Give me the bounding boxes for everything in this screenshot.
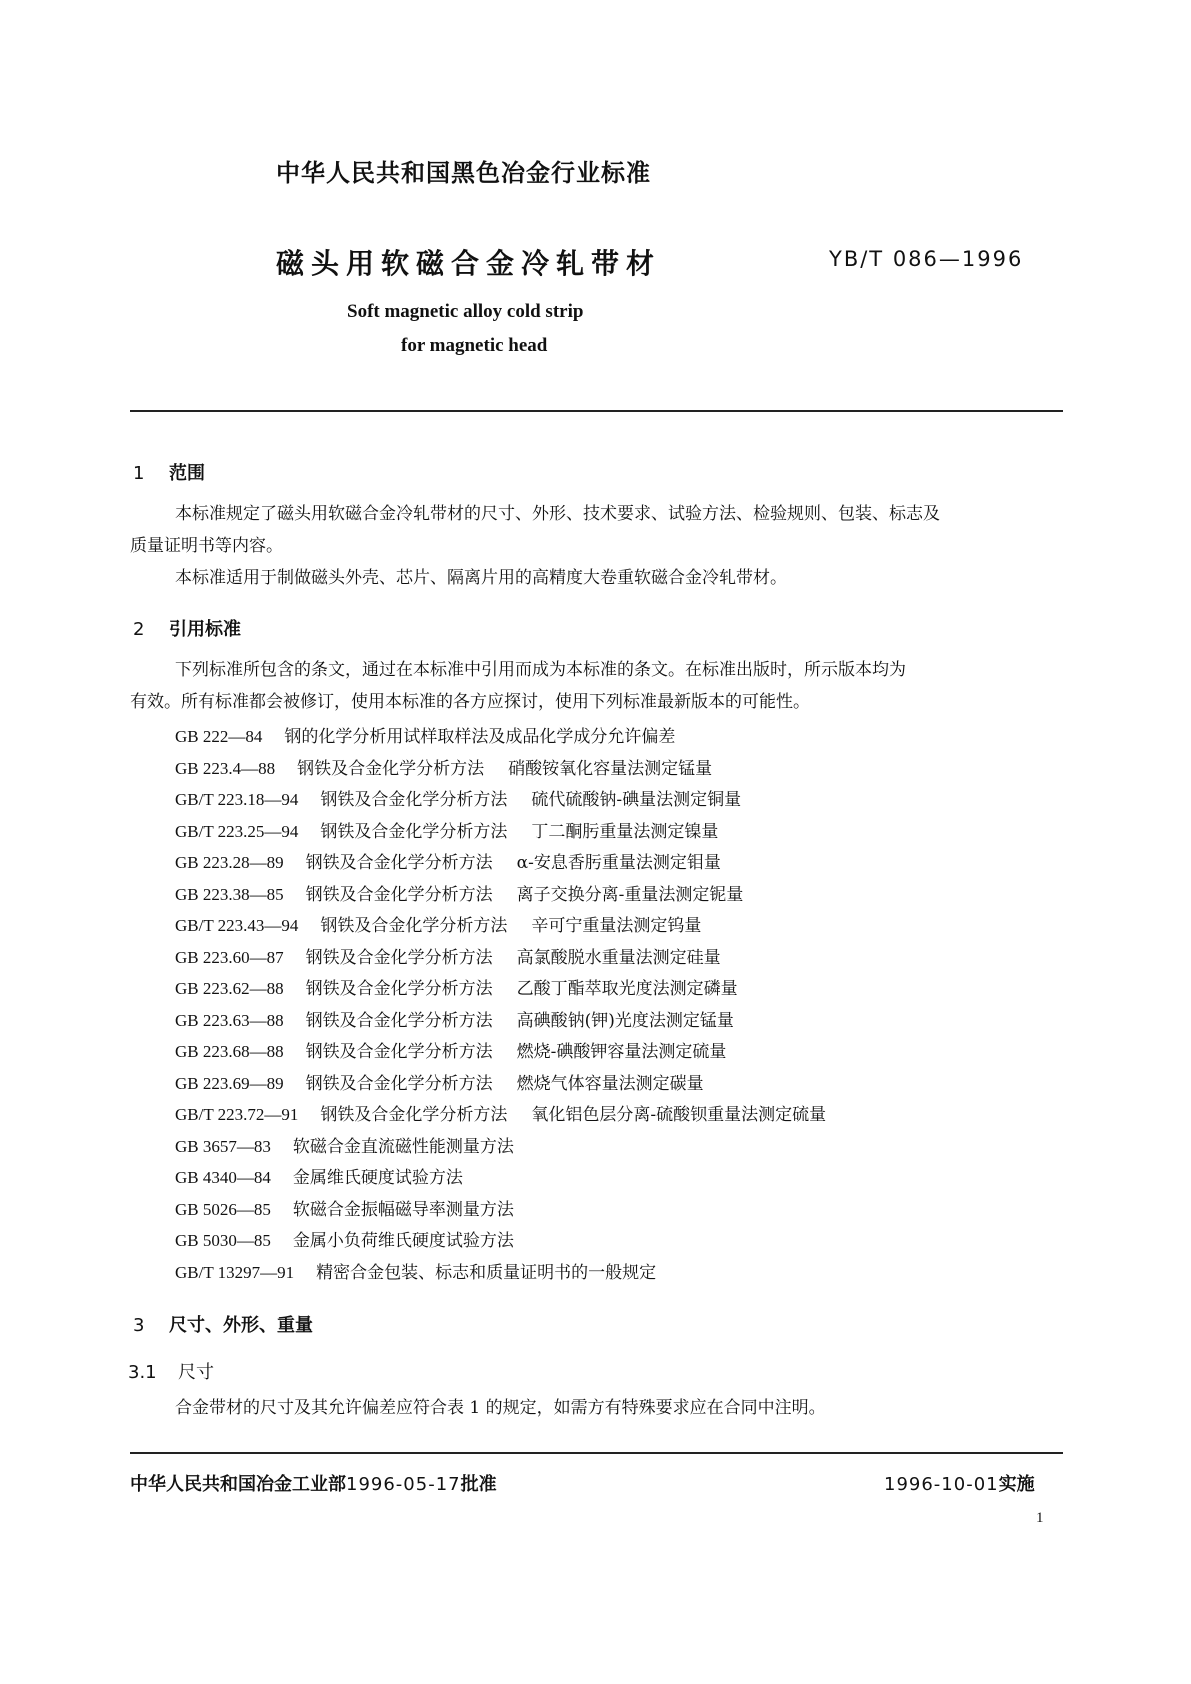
section-2-paragraph-line-2: 有效。所有标准都会被修订，使用本标准的各方应探讨，使用下列标准最新版本的可能性。 — [130, 692, 810, 712]
reference-code: GB/T 223.43—94 — [175, 916, 299, 935]
subsection-title: 尺寸 — [178, 1362, 214, 1383]
section-1-paragraph-1-line-1: 本标准规定了磁头用软磁合金冷轧带材的尺寸、外形、技术要求、试验方法、检验规则、包装、标志及 — [175, 504, 940, 524]
reference-item — [175, 816, 826, 848]
reference-method: α-安息香肟重量法测定钼量 — [516, 853, 721, 873]
reference-title: 钢铁及合金化学分析方法 — [305, 884, 493, 905]
effective-date: 1996-10-01 — [884, 1474, 999, 1495]
effective-line — [884, 1470, 1035, 1496]
english-title-line1: Soft magnetic alloy cold strip — [347, 301, 584, 322]
reference-title: 精密合金包装、标志和质量证明书的一般规定 — [316, 1262, 657, 1283]
page-number: 1 — [1036, 1510, 1044, 1526]
reference-code: GB 5030—85 — [175, 1231, 271, 1250]
section-2-paragraph-line-1: 下列标准所包含的条文，通过在本标准中引用而成为本标准的条文。在标准出版时，所示版本均为 — [175, 660, 906, 680]
reference-item — [175, 879, 826, 911]
english-title-line2: for magnetic head — [401, 335, 548, 356]
reference-item — [175, 1162, 826, 1194]
section-number: 1 — [133, 463, 145, 484]
reference-code: GB/T 223.18—94 — [175, 790, 299, 809]
subsection-3-1-paragraph: 合金带材的尺寸及其允许偏差应符合表 1 的规定，如需方有特殊要求应在合同中注明。 — [175, 1398, 826, 1418]
reference-title: 金属小负荷维氏硬度试验方法 — [292, 1231, 514, 1251]
reference-title: 钢铁及合金化学分析方法 — [320, 1105, 508, 1125]
reference-item — [175, 1036, 826, 1068]
section-title: 引用标准 — [169, 619, 241, 640]
reference-title: 钢铁及合金化学分析方法 — [320, 821, 508, 842]
reference-item — [175, 1131, 826, 1163]
reference-item — [175, 753, 826, 785]
reference-method: 氧化铝色层分离-硫酸钡重量法测定硫量 — [531, 1105, 827, 1125]
reference-code: GB 223.62—88 — [175, 979, 284, 998]
reference-title: 钢铁及合金化学分析方法 — [305, 853, 493, 873]
section-number: 2 — [133, 619, 145, 640]
reference-code: GB 223.38—85 — [175, 884, 284, 904]
section-3-heading — [133, 1311, 313, 1337]
reference-code: GB/T 223.72—91 — [175, 1105, 299, 1124]
reference-method: 辛可宁重量法测定钨量 — [531, 916, 702, 936]
section-1-paragraph-2: 本标准适用于制做磁头外壳、芯片、隔离片用的高精度大卷重软磁合金冷轧带材。 — [175, 568, 787, 588]
reference-method: 丁二酮肟重量法测定镍量 — [531, 821, 719, 842]
reference-code: GB 4340—84 — [175, 1168, 271, 1187]
reference-code: GB/T 223.25—94 — [175, 821, 299, 841]
reference-title: 钢铁及合金化学分析方法 — [305, 979, 493, 999]
reference-title: 钢铁及合金化学分析方法 — [297, 758, 485, 779]
reference-title: 钢铁及合金化学分析方法 — [320, 916, 508, 936]
section-2-heading — [133, 615, 241, 641]
reference-code: GB 222—84 — [175, 727, 263, 746]
reference-item — [175, 1005, 826, 1037]
section-title: 尺寸、外形、重量 — [169, 1315, 313, 1336]
header-divider — [130, 410, 1063, 412]
reference-title: 软磁合金振幅磁导率测量方法 — [292, 1199, 514, 1220]
reference-code: GB 5026—85 — [175, 1199, 271, 1219]
reference-code: GB 223.68—88 — [175, 1042, 284, 1061]
reference-method: 硝酸铵氧化容量法测定锰量 — [508, 758, 713, 779]
reference-code: GB 223.69—89 — [175, 1073, 284, 1093]
reference-code: GB 3657—83 — [175, 1136, 271, 1156]
reference-title: 钢铁及合金化学分析方法 — [320, 790, 508, 810]
reference-method: 燃烧-碘酸钾容量法测定硫量 — [516, 1042, 727, 1062]
reference-list — [175, 721, 826, 1288]
footer-divider — [130, 1452, 1063, 1454]
subsection-3-1-heading — [128, 1358, 214, 1384]
reference-item — [175, 942, 826, 974]
reference-title: 钢铁及合金化学分析方法 — [305, 1010, 493, 1031]
reference-item — [175, 973, 826, 1005]
effective-suffix: 实施 — [998, 1474, 1035, 1495]
reference-title: 金属维氏硬度试验方法 — [292, 1168, 463, 1188]
reference-item — [175, 1194, 826, 1226]
reference-method: 燃烧气体容量法测定碳量 — [516, 1073, 704, 1094]
reference-method: 高氯酸脱水重量法测定硅量 — [516, 947, 721, 968]
reference-item — [175, 721, 826, 753]
section-number: 3 — [133, 1315, 145, 1336]
reference-item — [175, 1225, 826, 1257]
reference-method: 硫代硫酸钠-碘量法测定铜量 — [531, 790, 742, 810]
reference-item — [175, 847, 826, 879]
reference-title: 钢的化学分析用试样取样法及成品化学成分允许偏差 — [284, 727, 676, 747]
reference-title: 钢铁及合金化学分析方法 — [305, 1042, 493, 1062]
reference-method: 乙酸丁酯萃取光度法测定磷量 — [516, 979, 738, 999]
approver: 中华人民共和国冶金工业部 — [130, 1474, 346, 1495]
approval-line — [130, 1470, 497, 1496]
reference-item — [175, 1068, 826, 1100]
reference-code: GB/T 13297—91 — [175, 1262, 295, 1282]
reference-title: 软磁合金直流磁性能测量方法 — [292, 1136, 514, 1157]
reference-title: 钢铁及合金化学分析方法 — [305, 1073, 493, 1094]
reference-method: 高碘酸钠(钾)光度法测定锰量 — [516, 1010, 734, 1031]
reference-code: GB 223.28—89 — [175, 853, 284, 872]
reference-item — [175, 1099, 826, 1131]
subsection-number: 3.1 — [128, 1362, 157, 1383]
approve-date: 1996-05-17 — [346, 1474, 461, 1495]
section-title: 范围 — [169, 463, 205, 484]
issuing-organization: 中华人民共和国黑色冶金行业标准 — [276, 159, 651, 187]
standard-number: YB/T 086—1996 — [829, 247, 1024, 271]
reference-item — [175, 910, 826, 942]
reference-code: GB 223.63—88 — [175, 1010, 284, 1030]
reference-code: GB 223.60—87 — [175, 947, 284, 967]
reference-title: 钢铁及合金化学分析方法 — [305, 947, 493, 968]
reference-item — [175, 1257, 826, 1289]
approve-suffix: 批准 — [460, 1474, 497, 1495]
reference-code: GB 223.4—88 — [175, 758, 276, 778]
section-1-heading — [133, 459, 205, 485]
reference-item — [175, 784, 826, 816]
section-1-paragraph-1-line-2: 质量证明书等内容。 — [130, 536, 283, 556]
document-title: 磁头用软磁合金冷轧带材 — [276, 247, 662, 280]
reference-method: 离子交换分离-重量法测定铌量 — [516, 884, 744, 905]
